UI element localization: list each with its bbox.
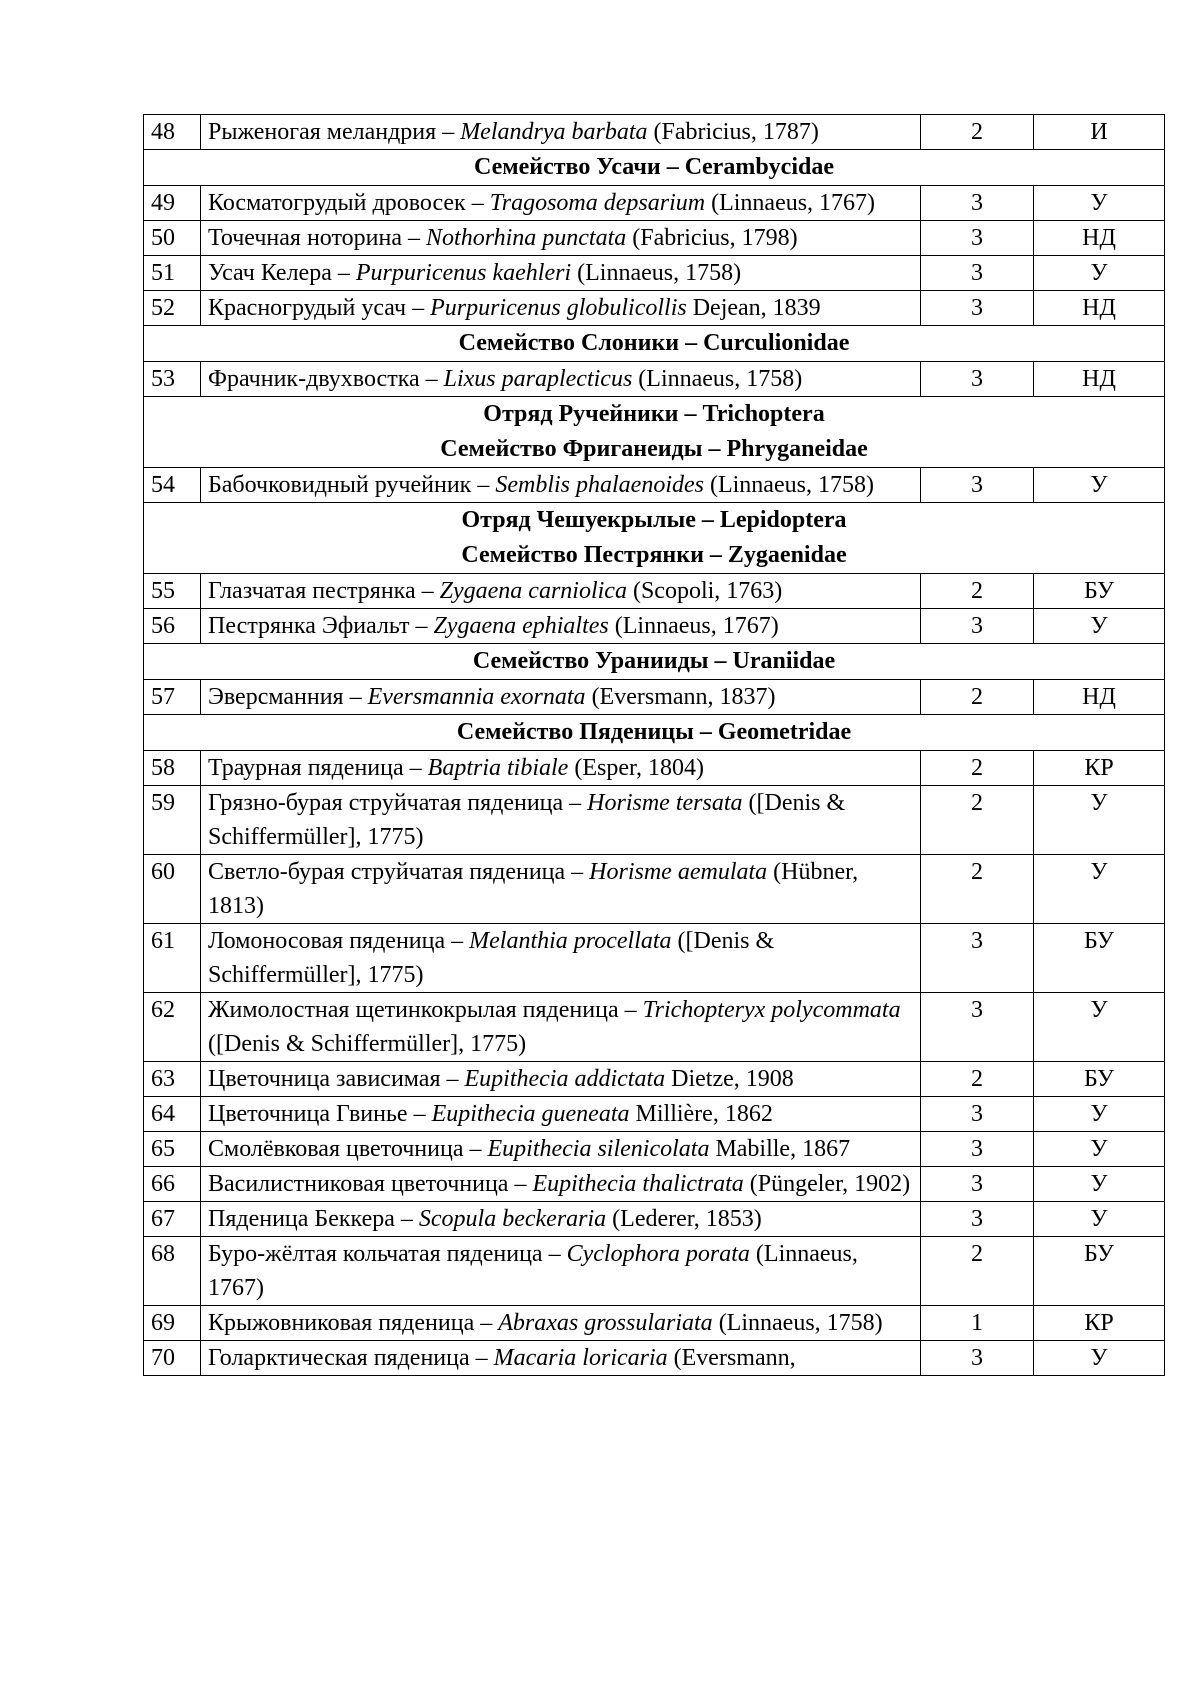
species-row	[144, 993, 1165, 1062]
status-code: У	[1034, 256, 1165, 291]
species-number: 68	[144, 1237, 201, 1306]
section-header-cell	[144, 150, 1165, 186]
species-name-cell	[201, 362, 921, 397]
species-name-cell	[201, 186, 921, 221]
species-number: 65	[144, 1132, 201, 1167]
species-latin-name: Eupithecia gueneata	[431, 1101, 630, 1127]
rarity-category: 3	[921, 291, 1034, 326]
dash-separator: –	[436, 119, 461, 145]
status-code: НД	[1034, 362, 1165, 397]
section-header-row	[144, 326, 1165, 362]
rarity-category: 3	[921, 256, 1034, 291]
status-code: У	[1034, 786, 1165, 855]
species-row	[144, 186, 1165, 221]
dash-separator: –	[403, 755, 428, 781]
species-row	[144, 924, 1165, 993]
species-number: 51	[144, 256, 201, 291]
species-name-cell	[201, 1132, 921, 1167]
species-row	[144, 609, 1165, 644]
dash-separator: –	[394, 1206, 419, 1232]
species-author: (Linnaeus, 1758)	[638, 366, 803, 392]
dash-separator: –	[463, 1136, 488, 1162]
species-row	[144, 1132, 1165, 1167]
species-name-cell	[201, 1167, 921, 1202]
species-row	[144, 256, 1165, 291]
dash-separator: –	[407, 1101, 432, 1127]
species-name-cell	[201, 1202, 921, 1237]
dash-separator: –	[469, 1345, 494, 1371]
rarity-category: 2	[921, 115, 1034, 150]
rarity-category: 3	[921, 1341, 1034, 1376]
species-russian-name: Крыжовниковая пяденица	[208, 1310, 475, 1336]
species-latin-name: Purpuricenus kaehleri	[355, 260, 572, 286]
rarity-category: 3	[921, 924, 1034, 993]
section-header-line: Семейство Пяденицы – Geometridae	[456, 719, 852, 745]
species-author: (Eversmann,	[673, 1345, 796, 1371]
rarity-category: 3	[921, 1167, 1034, 1202]
section-header-row	[144, 715, 1165, 751]
species-number: 50	[144, 221, 201, 256]
species-name-cell	[201, 574, 921, 609]
dash-separator: –	[343, 684, 368, 710]
species-number: 55	[144, 574, 201, 609]
species-name-cell	[201, 221, 921, 256]
species-russian-name: Жимолостная щетинкокрылая пяденица	[208, 997, 619, 1023]
species-russian-name: Точечная ноторина	[208, 225, 403, 251]
species-russian-name: Василистниковая цветочница	[208, 1171, 509, 1197]
dash-separator: –	[440, 1066, 465, 1092]
section-header-line: Семейство Фриганеиды – Phryganeidae	[440, 436, 868, 462]
species-author: (Hübner, 1813)	[208, 859, 859, 919]
species-name-cell	[201, 1097, 921, 1132]
species-author: (Linnaeus, 1758)	[577, 260, 742, 286]
species-latin-name: Trichopteryx polycommata	[642, 997, 901, 1023]
species-number: 63	[144, 1062, 201, 1097]
rarity-category: 3	[921, 609, 1034, 644]
species-number: 54	[144, 468, 201, 503]
species-number: 48	[144, 115, 201, 150]
species-row	[144, 1202, 1165, 1237]
species-author: (Scopoli, 1763)	[632, 578, 783, 604]
species-row	[144, 574, 1165, 609]
species-russian-name: Светло-бурая струйчатая пяденица	[208, 859, 566, 885]
species-author: (Linnaeus, 1767)	[711, 190, 876, 216]
species-row	[144, 221, 1165, 256]
species-latin-name: Purpuricenus globulicollis	[430, 295, 687, 321]
status-code: У	[1034, 468, 1165, 503]
status-code: НД	[1034, 221, 1165, 256]
dash-separator: –	[542, 1241, 567, 1267]
species-number: 58	[144, 751, 201, 786]
species-row	[144, 1306, 1165, 1341]
species-russian-name: Пестрянка Эфиальт	[208, 613, 410, 639]
species-number: 64	[144, 1097, 201, 1132]
species-row	[144, 362, 1165, 397]
species-name-cell	[201, 609, 921, 644]
species-number: 61	[144, 924, 201, 993]
species-author: Dietze, 1908	[671, 1066, 794, 1092]
species-latin-name: Eversmannia exornata	[367, 684, 586, 710]
species-row	[144, 115, 1165, 150]
species-number: 67	[144, 1202, 201, 1237]
species-number: 62	[144, 993, 201, 1062]
species-number: 60	[144, 855, 201, 924]
section-header-cell	[144, 397, 1165, 468]
status-code: У	[1034, 186, 1165, 221]
dash-separator: –	[331, 260, 356, 286]
species-row	[144, 680, 1165, 715]
species-author: (Püngeler, 1902)	[749, 1171, 911, 1197]
species-latin-name: Eupithecia addictata	[464, 1066, 666, 1092]
species-russian-name: Фрачник-двухвостка	[208, 366, 420, 392]
species-latin-name: Zygaena carniolica	[439, 578, 627, 604]
species-latin-name: Cyclophora porata	[566, 1241, 750, 1267]
species-russian-name: Красногрудый усач	[208, 295, 407, 321]
species-russian-name: Смолёвковая цветочница	[208, 1136, 464, 1162]
species-author: Millière, 1862	[635, 1101, 773, 1127]
species-latin-name: Abraxas grossulariata	[498, 1310, 713, 1336]
species-name-cell	[201, 751, 921, 786]
rarity-category: 1	[921, 1306, 1034, 1341]
species-name-cell	[201, 468, 921, 503]
species-latin-name: Scopula beckeraria	[418, 1206, 607, 1232]
species-row	[144, 751, 1165, 786]
section-header-row	[144, 150, 1165, 186]
species-author: ([Denis & Schiffermüller], 1775)	[208, 1031, 527, 1057]
species-name-cell	[201, 1237, 921, 1306]
dash-separator: –	[406, 295, 431, 321]
species-name-cell	[201, 256, 921, 291]
dash-separator: –	[402, 225, 427, 251]
dash-separator: –	[508, 1171, 533, 1197]
species-number: 66	[144, 1167, 201, 1202]
status-code: У	[1034, 1097, 1165, 1132]
species-row	[144, 1097, 1165, 1132]
dash-separator: –	[419, 366, 444, 392]
species-latin-name: Lixus paraplecticus	[443, 366, 633, 392]
section-header-line: Семейство Пестрянки – Zygaenidae	[461, 542, 847, 568]
status-code: У	[1034, 1132, 1165, 1167]
species-name-cell	[201, 1062, 921, 1097]
status-code: БУ	[1034, 1237, 1165, 1306]
species-row	[144, 468, 1165, 503]
section-header-cell	[144, 644, 1165, 680]
species-number: 57	[144, 680, 201, 715]
section-header-row	[144, 503, 1165, 574]
status-code: У	[1034, 993, 1165, 1062]
section-header-line: Семейство Слоники – Curculionidae	[458, 330, 850, 356]
species-name-cell	[201, 1306, 921, 1341]
species-name-cell	[201, 855, 921, 924]
species-author: (Linnaeus, 1758)	[718, 1310, 883, 1336]
dash-separator: –	[415, 578, 440, 604]
species-name-cell	[201, 1341, 921, 1376]
species-latin-name: Baptria tibiale	[427, 755, 569, 781]
species-row	[144, 291, 1165, 326]
rarity-category: 3	[921, 1132, 1034, 1167]
species-russian-name: Буро-жёлтая кольчатая пяденица	[208, 1241, 543, 1267]
species-latin-name: Melanthia procellata	[469, 928, 672, 954]
dash-separator: –	[618, 997, 643, 1023]
species-author: Dejean, 1839	[692, 295, 821, 321]
section-header-row	[144, 644, 1165, 680]
status-code: У	[1034, 1341, 1165, 1376]
species-russian-name: Цветочница зависимая	[208, 1066, 441, 1092]
species-russian-name: Цветочница Гвинье	[208, 1101, 408, 1127]
section-header-cell	[144, 715, 1165, 751]
status-code: КР	[1034, 1306, 1165, 1341]
species-latin-name: Nothorhina punctata	[426, 225, 627, 251]
status-code: БУ	[1034, 574, 1165, 609]
species-row	[144, 1341, 1165, 1376]
species-author: (Linnaeus, 1767)	[208, 1241, 858, 1301]
rarity-category: 3	[921, 186, 1034, 221]
species-author: (Linnaeus, 1767)	[614, 613, 779, 639]
species-number: 59	[144, 786, 201, 855]
species-number: 53	[144, 362, 201, 397]
section-header-line: Отряд Чешуекрылые – Lepidoptera	[461, 507, 847, 533]
species-russian-name: Траурная пяденица	[208, 755, 404, 781]
species-name-cell	[201, 786, 921, 855]
species-latin-name: Horisme aemulata	[589, 859, 768, 885]
species-russian-name: Усач Келера	[208, 260, 332, 286]
rarity-category: 3	[921, 1202, 1034, 1237]
status-code: БУ	[1034, 1062, 1165, 1097]
species-number: 52	[144, 291, 201, 326]
species-name-cell	[201, 924, 921, 993]
species-name-cell	[201, 680, 921, 715]
species-latin-name: Zygaena ephialtes	[433, 613, 609, 639]
rarity-category: 3	[921, 993, 1034, 1062]
dash-separator: –	[565, 859, 590, 885]
status-code: У	[1034, 1167, 1165, 1202]
species-russian-name: Грязно-бурая струйчатая пяденица	[208, 790, 564, 816]
dash-separator: –	[445, 928, 470, 954]
rarity-category: 2	[921, 680, 1034, 715]
species-russian-name: Косматогрудый дровосек	[208, 190, 466, 216]
species-russian-name: Пяденица Беккера	[208, 1206, 395, 1232]
status-code: КР	[1034, 751, 1165, 786]
species-row	[144, 1062, 1165, 1097]
species-number: 70	[144, 1341, 201, 1376]
species-russian-name: Эверсманния	[208, 684, 344, 710]
species-author: (Fabricius, 1798)	[632, 225, 798, 251]
dash-separator: –	[563, 790, 588, 816]
status-code: У	[1034, 609, 1165, 644]
species-latin-name: Horisme tersata	[587, 790, 743, 816]
species-author: Mabille, 1867	[715, 1136, 851, 1162]
species-row	[144, 1167, 1165, 1202]
rarity-category: 2	[921, 786, 1034, 855]
species-latin-name: Tragosoma depsarium	[489, 190, 706, 216]
section-header-line: Отряд Ручейники – Trichoptera	[483, 401, 825, 427]
rarity-category: 2	[921, 855, 1034, 924]
species-number: 69	[144, 1306, 201, 1341]
species-russian-name: Голарктическая пяденица	[208, 1345, 470, 1371]
rarity-category: 2	[921, 574, 1034, 609]
species-russian-name: Рыженогая меландрия	[208, 119, 437, 145]
dash-separator: –	[471, 472, 496, 498]
species-russian-name: Бабочковидный ручейник	[208, 472, 472, 498]
species-name-cell	[201, 291, 921, 326]
species-number: 49	[144, 186, 201, 221]
section-header-line: Семейство Усачи – Cerambycidae	[473, 154, 834, 180]
section-header-row	[144, 397, 1165, 468]
rarity-category: 2	[921, 1062, 1034, 1097]
rarity-category: 3	[921, 362, 1034, 397]
species-author: (Linnaeus, 1758)	[709, 472, 874, 498]
species-latin-name: Melandrya barbata	[460, 119, 648, 145]
species-author: ([Denis & Schiffermüller], 1775)	[208, 790, 846, 850]
species-author: ([Denis & Schiffermüller], 1775)	[208, 928, 775, 988]
rarity-category: 3	[921, 468, 1034, 503]
species-latin-name: Eupithecia silenicolata	[487, 1136, 710, 1162]
species-name-cell	[201, 115, 921, 150]
species-row	[144, 1237, 1165, 1306]
status-code: НД	[1034, 291, 1165, 326]
rarity-category: 3	[921, 221, 1034, 256]
dash-separator: –	[465, 190, 490, 216]
species-number: 56	[144, 609, 201, 644]
section-header-line: Семейство Уранииды – Uraniidae	[472, 648, 836, 674]
species-author: (Fabricius, 1787)	[653, 119, 819, 145]
species-russian-name: Ломоносовая пяденица	[208, 928, 446, 954]
species-author: (Lederer, 1853)	[612, 1206, 762, 1232]
status-code: У	[1034, 1202, 1165, 1237]
species-russian-name: Глазчатая пестрянка	[208, 578, 416, 604]
rarity-category: 2	[921, 751, 1034, 786]
species-latin-name: Semblis phalaenoides	[495, 472, 704, 498]
species-author: (Eversmann, 1837)	[591, 684, 776, 710]
status-code: НД	[1034, 680, 1165, 715]
section-header-cell	[144, 503, 1165, 574]
dash-separator: –	[409, 613, 434, 639]
rarity-category: 2	[921, 1237, 1034, 1306]
status-code: И	[1034, 115, 1165, 150]
section-header-cell	[144, 326, 1165, 362]
species-latin-name: Eupithecia thalictrata	[532, 1171, 744, 1197]
status-code: БУ	[1034, 924, 1165, 993]
species-row	[144, 855, 1165, 924]
species-table	[143, 114, 1165, 1376]
species-latin-name: Macaria loricaria	[493, 1345, 668, 1371]
status-code: У	[1034, 855, 1165, 924]
species-table-body	[144, 115, 1165, 1376]
species-row	[144, 786, 1165, 855]
rarity-category: 3	[921, 1097, 1034, 1132]
species-author: (Esper, 1804)	[574, 755, 704, 781]
dash-separator: –	[474, 1310, 499, 1336]
species-name-cell	[201, 993, 921, 1062]
